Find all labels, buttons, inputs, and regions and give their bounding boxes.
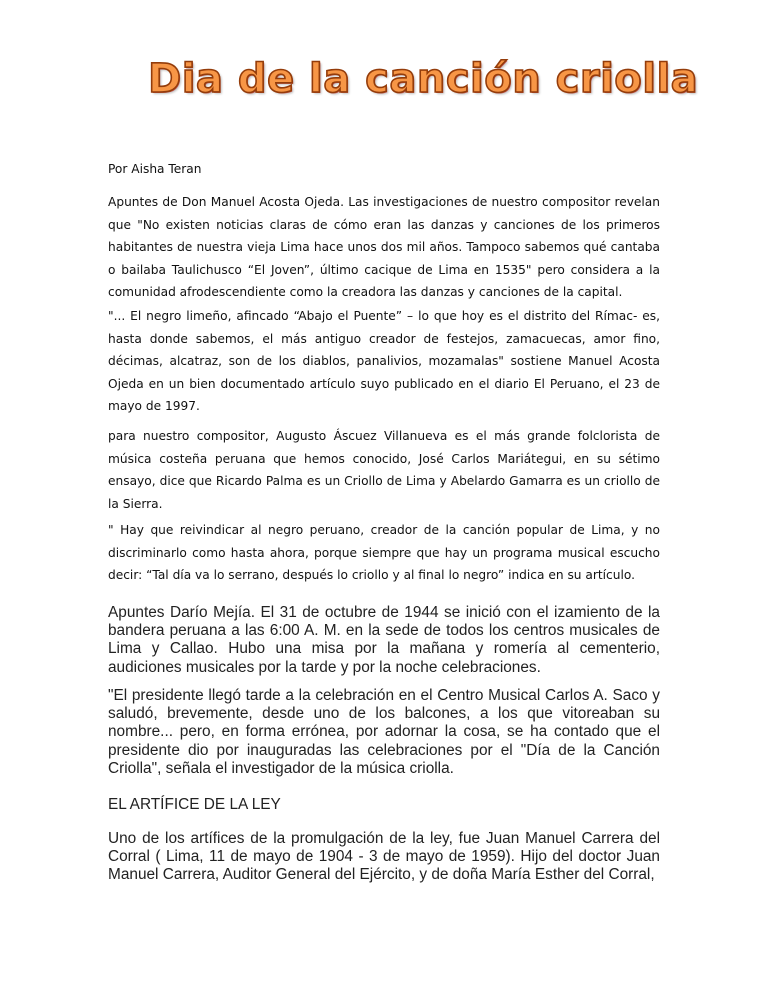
paragraph-presidente: "El presidente llegó tarde a la celebración en el Centro Musical Carlos A. Saco y saludó, brevemente, desde uno de los balcones, a los que vitoreaban su nombre... pero, en forma errónea, por adornar la cosa, se ha contado que el presidente dio por inauguradas las celebraciones por el "Día de la Canción Criolla", señala el investigador de la música criolla. [108, 687, 660, 777]
document-title: Dia de la canción criolla [148, 56, 699, 102]
paragraph-reivindicar: " Hay que reivindicar al negro peruano, creador de la canción popular de Lima, y no discriminarlo como hasta ahora, porque siempre que hay un programa musical escucho decir: “Tal día va lo serrano, después lo criollo y al final lo negro” indica en su artículo. [108, 523, 660, 583]
author-line: Por Aisha Teran [108, 162, 202, 176]
paragraph-negro-limeno: "... El negro limeño, afincado “Abajo el Puente” – lo que hoy es el distrito del Rímac- es, hasta donde sabemos, el más antiguo creador de festejos, zamacuecas, amor fino, décimas, alcatraz, son de los diablos, panalivios, mozamalas" sostiene Manuel Acosta Ojeda en un bien documentado artículo suyo publicado en el diario El Peruano, el 23 de mayo de 1997. [108, 309, 660, 414]
paragraph-dario-mejia: Apuntes Darío Mejía. El 31 de octubre de 1944 se inició con el izamiento de la bandera peruana a las 6:00 A. M. en la sede de todos los centros musicales de Lima y Callao. Hubo una misa por la mañana y romería al cementerio, audiciones musicales por la tarde y por la noche celebraciones. [108, 604, 660, 676]
paragraph-ascuez: para nuestro compositor, Augusto Áscuez Villanueva es el más grande folclorista de música costeña peruana que hemos conocido, José Carlos Mariátegui, en su sétimo ensayo, dice que Ricardo Palma es un Criollo de Lima y Abelardo Gamarra es un criollo de la Sierra. [108, 429, 660, 511]
section-heading-artifice: EL ARTÍFICE DE LA LEY [108, 796, 281, 813]
paragraph-acosta-intro: Apuntes de Don Manuel Acosta Ojeda. Las investigaciones de nuestro compositor revelan que "No existen noticias claras de cómo eran las danzas y canciones de los primeros habitantes de nuestra vieja Lima hace unos dos mil años. Tampoco sabemos qué cantaba o bailaba Taulichusco “El Joven”, último cacique de Lima en 1535" pero considera a la comunidad afrodescendiente como la creadora las danzas y canciones de la capital. [108, 195, 660, 300]
paragraph-carrera: Uno de los artífices de la promulgación de la ley, fue Juan Manuel Carrera del Corral ( Lima, 11 de mayo de 1904 - 3 de mayo de 1959). Hijo del doctor Juan Manuel Carrera, Auditor General del Ejército, y de doña María Esther del Corral, [108, 830, 660, 884]
